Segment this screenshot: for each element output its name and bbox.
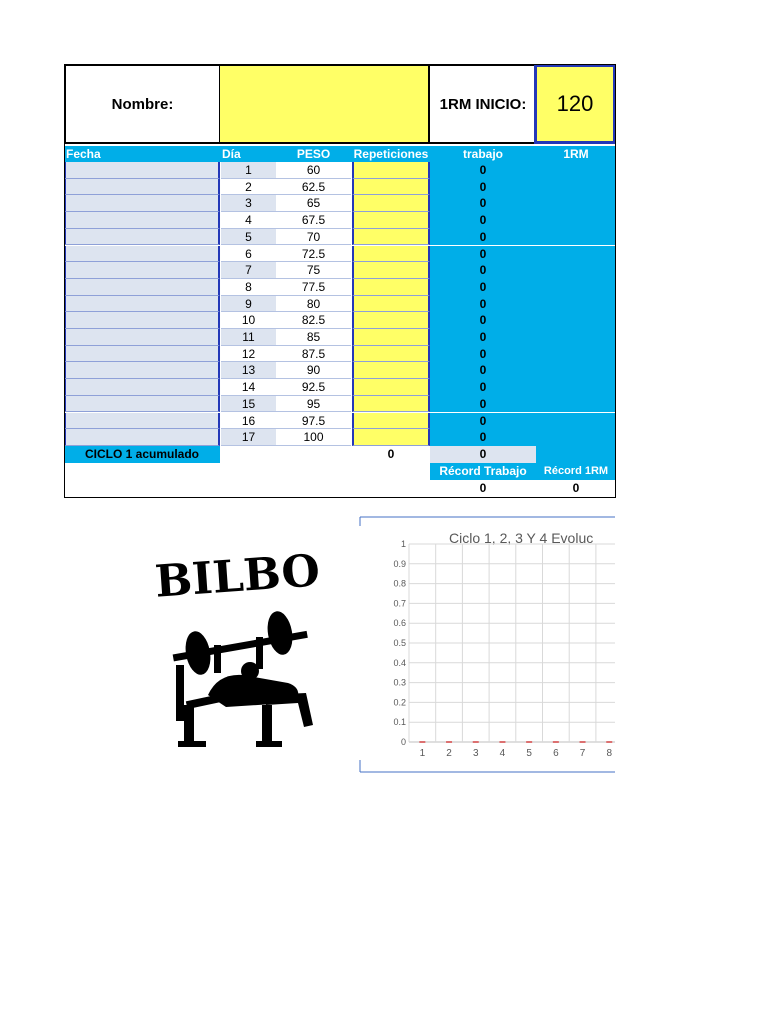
- trabajo-cell: 0: [430, 362, 536, 379]
- repeticiones-cell[interactable]: [352, 195, 430, 212]
- fecha-cell[interactable]: [64, 312, 220, 329]
- rm-cell: [536, 362, 616, 379]
- bilbo-logo: [138, 545, 338, 755]
- spreadsheet: [64, 64, 616, 498]
- col-header-peso: PESO: [296, 147, 331, 161]
- fecha-cell[interactable]: [64, 179, 220, 196]
- peso-cell: 92.5: [276, 379, 351, 396]
- dia-cell: 11: [221, 329, 276, 346]
- peso-cell: 85: [276, 329, 351, 346]
- peso-cell: 80: [276, 296, 351, 313]
- trabajo-cell: 0: [430, 212, 536, 229]
- ciclo-trabajo-total: 0: [430, 446, 536, 463]
- col-header-fecha: Fecha: [66, 147, 101, 161]
- y-tick-label: 1: [400, 539, 406, 549]
- x-tick-label: 2: [446, 748, 452, 759]
- repeticiones-cell[interactable]: [352, 279, 430, 296]
- ciclo-acumulado-label: CICLO 1 acumulado: [64, 446, 220, 463]
- table-row: [64, 246, 616, 263]
- peso-cell: 87.5: [276, 346, 351, 363]
- repeticiones-cell[interactable]: [352, 379, 430, 396]
- trabajo-cell: 0: [430, 262, 536, 279]
- trabajo-cell: 0: [430, 246, 536, 263]
- dia-cell: 16: [221, 413, 276, 430]
- record-1rm-value: 0: [572, 481, 580, 495]
- y-tick-label: 0.4: [393, 657, 406, 668]
- nombre-input[interactable]: [219, 64, 430, 144]
- x-tick-label: 1: [419, 748, 426, 759]
- y-tick-label: 0.2: [393, 697, 406, 708]
- table-row: [64, 312, 616, 329]
- trabajo-cell: 0: [430, 379, 536, 396]
- y-tick-label: 0.6: [393, 618, 406, 629]
- table-row: [64, 179, 616, 196]
- y-tick-label: 0.8: [393, 578, 406, 589]
- col-header-trabajo: trabajo: [462, 147, 503, 161]
- y-tick-label: 0.3: [393, 677, 406, 688]
- ciclo-1rm-cell: [536, 446, 616, 463]
- table-row: [64, 262, 616, 279]
- evolution-chart: [359, 516, 615, 774]
- rm-cell: [536, 396, 616, 413]
- peso-cell: 60: [276, 162, 351, 179]
- trabajo-cell: 0: [430, 429, 536, 446]
- trabajo-cell: 0: [430, 195, 536, 212]
- rm-inicio-input[interactable]: 120: [534, 64, 616, 144]
- x-tick-label: 3: [472, 748, 479, 759]
- dia-cell: 12: [221, 346, 276, 363]
- x-tick-label: 8: [606, 748, 613, 759]
- rm-cell: [536, 195, 616, 212]
- peso-cell: 72.5: [276, 246, 351, 263]
- dia-cell: 7: [221, 262, 276, 279]
- fecha-cell[interactable]: [64, 229, 220, 246]
- rm-cell: [536, 279, 616, 296]
- col-header-dia: Día: [222, 147, 241, 161]
- rm-cell: [536, 162, 616, 179]
- rm-cell: [536, 429, 616, 446]
- rm-cell: [536, 246, 616, 263]
- y-tick-label: 0.5: [393, 638, 406, 648]
- peso-cell: 95: [276, 396, 351, 413]
- rm-cell: [536, 413, 616, 430]
- x-tick-label: 4: [499, 748, 506, 759]
- rm-cell: [536, 179, 616, 196]
- peso-cell: 65: [276, 195, 351, 212]
- table-row: [64, 212, 616, 229]
- fecha-cell[interactable]: [64, 162, 220, 179]
- repeticiones-cell[interactable]: [352, 312, 430, 329]
- rm-cell: [536, 229, 616, 246]
- repeticiones-cell[interactable]: [352, 179, 430, 196]
- peso-cell: 67.5: [276, 212, 351, 229]
- rm-cell: [536, 262, 616, 279]
- repeticiones-cell[interactable]: [352, 396, 430, 413]
- fecha-cell[interactable]: [64, 346, 220, 363]
- col-header-1rm: 1RM: [563, 147, 589, 161]
- table-row: [64, 379, 616, 396]
- repeticiones-cell[interactable]: [352, 413, 430, 430]
- fecha-cell[interactable]: [64, 279, 220, 296]
- trabajo-cell: 0: [430, 413, 536, 430]
- trabajo-cell: 0: [430, 329, 536, 346]
- fecha-cell[interactable]: [64, 262, 220, 279]
- fecha-cell[interactable]: [64, 329, 220, 346]
- dia-cell: 2: [221, 179, 276, 196]
- fecha-cell[interactable]: [64, 212, 220, 229]
- trabajo-cell: 0: [430, 346, 536, 363]
- dia-cell: 8: [221, 279, 276, 296]
- trabajo-cell: 0: [430, 162, 536, 179]
- rm-cell: [536, 346, 616, 363]
- chart-y-ticks: [393, 539, 406, 747]
- y-tick-label: 0.1: [393, 717, 406, 728]
- peso-cell: 77.5: [276, 279, 351, 296]
- repeticiones-cell[interactable]: [352, 162, 430, 179]
- dia-cell: 9: [221, 296, 276, 313]
- chart-grid: [409, 544, 615, 742]
- dia-cell: 3: [221, 195, 276, 212]
- repeticiones-cell[interactable]: [352, 262, 430, 279]
- fecha-cell[interactable]: [64, 379, 220, 396]
- table-row: [64, 413, 616, 430]
- x-tick-label: 7: [579, 748, 586, 759]
- fecha-cell[interactable]: [64, 429, 220, 446]
- dia-cell: 13: [221, 362, 276, 379]
- peso-cell: 62.5: [276, 179, 351, 196]
- dia-cell: 14: [221, 379, 276, 396]
- chart-x-ticks: [420, 748, 613, 759]
- logo-text: BILBO: [153, 545, 322, 608]
- fecha-cell[interactable]: [64, 246, 220, 263]
- table-row: [64, 329, 616, 346]
- trabajo-cell: 0: [430, 296, 536, 313]
- repeticiones-cell[interactable]: [352, 246, 430, 263]
- y-tick-label: 0: [400, 737, 406, 747]
- table-row: [64, 162, 616, 179]
- peso-cell: 100: [276, 429, 351, 446]
- repeticiones-cell[interactable]: [352, 346, 430, 363]
- record-1rm-label: Récord 1RM: [536, 463, 616, 480]
- repeticiones-cell[interactable]: [352, 429, 430, 446]
- trabajo-cell: 0: [430, 229, 536, 246]
- trabajo-cell: 0: [430, 312, 536, 329]
- repeticiones-cell[interactable]: [352, 329, 430, 346]
- peso-cell: 97.5: [276, 413, 351, 430]
- chart-title: Ciclo 1, 2, 3 Y 4 Evoluc: [449, 530, 594, 546]
- ciclo-repeticiones-total: 0: [387, 447, 395, 461]
- dia-cell: 10: [221, 312, 276, 329]
- table-row: [64, 396, 616, 413]
- dia-cell: 17: [221, 429, 276, 446]
- record-trabajo-label: Récord Trabajo: [430, 463, 536, 480]
- x-tick-label: 6: [553, 748, 559, 759]
- dia-cell: 6: [221, 246, 276, 263]
- table-row: [64, 429, 616, 446]
- col-header-repeticiones: Repeticiones: [353, 147, 429, 161]
- table-row: [64, 195, 616, 212]
- rm-cell: [536, 329, 616, 346]
- x-tick-label: 5: [526, 748, 532, 759]
- y-tick-label: 0.9: [393, 558, 406, 569]
- record-trabajo-value: 0: [479, 481, 487, 495]
- repeticiones-cell[interactable]: [352, 229, 430, 246]
- fecha-cell[interactable]: [64, 296, 220, 313]
- table-row: [64, 279, 616, 296]
- table-row: [64, 296, 616, 313]
- fecha-cell[interactable]: [64, 396, 220, 413]
- rm-cell: [536, 312, 616, 329]
- column-header-row: [64, 146, 616, 162]
- fecha-cell[interactable]: [64, 362, 220, 379]
- dia-cell: 5: [221, 229, 276, 246]
- peso-cell: 75: [276, 262, 351, 279]
- nombre-label: Nombre:: [64, 64, 221, 144]
- rm-cell: [536, 212, 616, 229]
- fecha-cell[interactable]: [64, 195, 220, 212]
- table-row: [64, 362, 616, 379]
- dia-cell: 15: [221, 396, 276, 413]
- rm-cell: [536, 379, 616, 396]
- table-row: [64, 229, 616, 246]
- repeticiones-cell[interactable]: [352, 212, 430, 229]
- rm-inicio-label: 1RM INICIO:: [429, 64, 536, 144]
- bench-press-icon: [173, 609, 313, 747]
- peso-cell: 82.5: [276, 312, 351, 329]
- trabajo-cell: 0: [430, 279, 536, 296]
- table-row: [64, 346, 616, 363]
- dia-cell: 4: [221, 212, 276, 229]
- fecha-cell[interactable]: [64, 413, 220, 430]
- y-tick-label: 0.7: [393, 598, 406, 609]
- trabajo-cell: 0: [430, 396, 536, 413]
- peso-cell: 70: [276, 229, 351, 246]
- rm-cell: [536, 296, 616, 313]
- dia-cell: 1: [221, 162, 276, 179]
- repeticiones-cell[interactable]: [352, 296, 430, 313]
- trabajo-cell: 0: [430, 179, 536, 196]
- repeticiones-cell[interactable]: [352, 362, 430, 379]
- peso-cell: 90: [276, 362, 351, 379]
